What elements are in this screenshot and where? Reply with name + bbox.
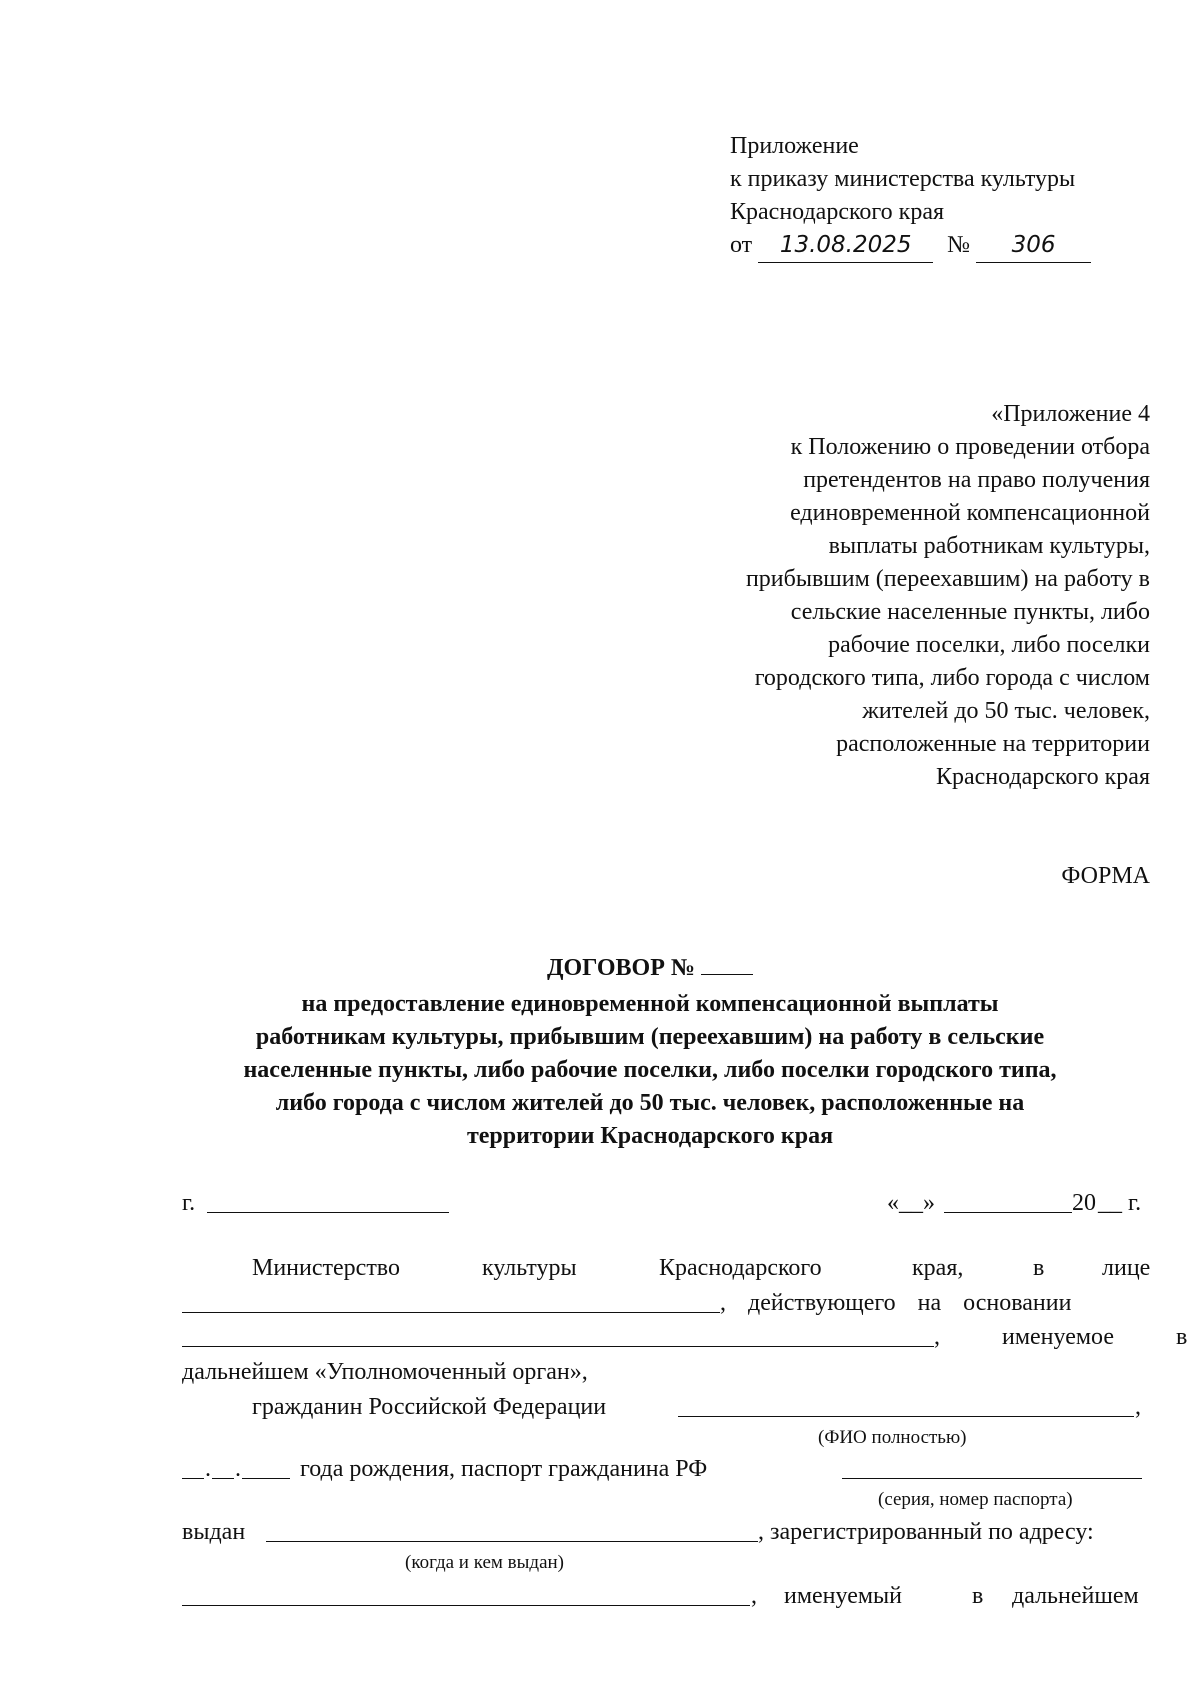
contract-heading: ДОГОВОР № <box>547 955 695 981</box>
date-prefix: от <box>730 232 753 258</box>
p1-line-4 <box>182 1359 1150 1395</box>
issued-line <box>266 1519 758 1542</box>
p2-citizen: гражданин Российской Федерации <box>252 1394 607 1420</box>
year-suffix: __ г. <box>1098 1190 1142 1216</box>
appendix-line: сельские населенные пункты, либо <box>790 599 1150 625</box>
p1-line-1 <box>182 1255 1150 1291</box>
passport-line <box>842 1456 1142 1479</box>
hint-fio: (ФИО полностью) <box>818 1427 967 1448</box>
p2-line-1: гражданин Российской Федерации , <box>252 1394 1141 1420</box>
subtitle-line: на предоставление единовременной компенсационной выплаты <box>301 991 999 1017</box>
representative-line <box>182 1290 720 1313</box>
p1-word: Министерство <box>252 1255 400 1281</box>
named-word: именуемый <box>784 1583 903 1609</box>
order-date: 13.08.2025 <box>758 229 933 263</box>
appendix-line: претендентов на право получения <box>803 467 1150 493</box>
city-prefix: г. <box>182 1190 196 1216</box>
appendix-line: к Положению о проведении отбора <box>790 434 1150 460</box>
subtitle-line: работникам культуры, прибывшим (переехавшим) на работу в сельские <box>255 1024 1045 1050</box>
p1-word: края, <box>912 1255 964 1281</box>
header-line-2: к приказу министерства культуры <box>730 166 1076 192</box>
order-number: 306 <box>976 229 1091 263</box>
issued-suffix: , зарегистрированный по адресу: <box>758 1519 1094 1545</box>
appendix-line: единовременной компенсационной <box>790 500 1150 526</box>
hint-passport: (серия, номер паспорта) <box>878 1489 1073 1510</box>
basis-line <box>182 1324 934 1347</box>
order-date-number <box>730 229 1170 263</box>
p1-word: культуры <box>482 1255 577 1281</box>
dob-text: года рождения, паспорт гражданина РФ <box>300 1456 708 1482</box>
contract-number-line <box>701 952 753 975</box>
contract-title <box>150 952 1150 985</box>
p1-word: в <box>1033 1255 1045 1281</box>
appendix-block <box>600 398 1150 794</box>
month-line <box>944 1190 1072 1213</box>
p1-named: , именуемое в <box>934 1324 1188 1350</box>
form-label: ФОРМА <box>1061 863 1150 889</box>
last-row: , именуемый в дальнейшем <box>182 1583 1150 1619</box>
hint-issued: (когда и кем выдан) <box>405 1552 565 1573</box>
appendix-line: рабочие поселки, либо поселки <box>828 632 1150 658</box>
appendix-line: Краснодарского края <box>935 764 1150 790</box>
header-line-3: Краснодарского края <box>730 199 945 225</box>
city-line <box>207 1190 449 1213</box>
hereinafter-word: дальнейшем <box>1012 1583 1139 1609</box>
subtitle-line: территории Краснодарского края <box>466 1123 834 1149</box>
issued-row <box>182 1519 1150 1555</box>
appendix-line: расположенные на территории <box>836 731 1150 757</box>
date-open: «__» <box>887 1190 935 1216</box>
p1-hereinafter: дальнейшем «Уполномоченный орган», <box>182 1359 588 1385</box>
year-prefix: 20 <box>1072 1190 1096 1216</box>
p1-word: Краснодарского <box>659 1255 822 1281</box>
p1-acting-basis: , действующего на основании <box>720 1290 1072 1316</box>
appendix-line: городского типа, либо города с числом <box>754 665 1150 691</box>
place-date-row <box>182 1190 1150 1226</box>
order-header <box>730 130 1170 263</box>
dob-month-line <box>212 1456 234 1479</box>
address-line <box>182 1583 750 1606</box>
header-line-1: Приложение <box>730 133 859 159</box>
dob-year-line <box>242 1456 290 1479</box>
dob-day-line <box>182 1456 204 1479</box>
p1-word: лице <box>1102 1255 1151 1281</box>
p1-line-3 <box>182 1324 1188 1360</box>
fio-line <box>678 1394 1134 1417</box>
issued-prefix: выдан <box>182 1519 246 1545</box>
dob-row: . . года рождения, паспорт гражданина РФ <box>182 1456 1150 1492</box>
appendix-line: жителей до 50 тыс. человек, <box>862 698 1150 724</box>
appendix-line: прибывшим (переехавшим) на работу в <box>745 566 1150 592</box>
p1-line-2 <box>182 1290 1150 1326</box>
subtitle-line: населенные пункты, либо рабочие поселки, либо поселки городского типа, <box>243 1057 1057 1083</box>
number-prefix: № <box>947 232 971 258</box>
contract-subtitle <box>150 988 1150 1153</box>
in-word: в <box>972 1583 984 1609</box>
subtitle-line: либо города с числом жителей до 50 тыс. человек, расположенные на <box>275 1090 1025 1116</box>
appendix-line: выплаты работникам культуры, <box>828 533 1150 559</box>
appendix-line: «Приложение 4 <box>991 401 1150 427</box>
